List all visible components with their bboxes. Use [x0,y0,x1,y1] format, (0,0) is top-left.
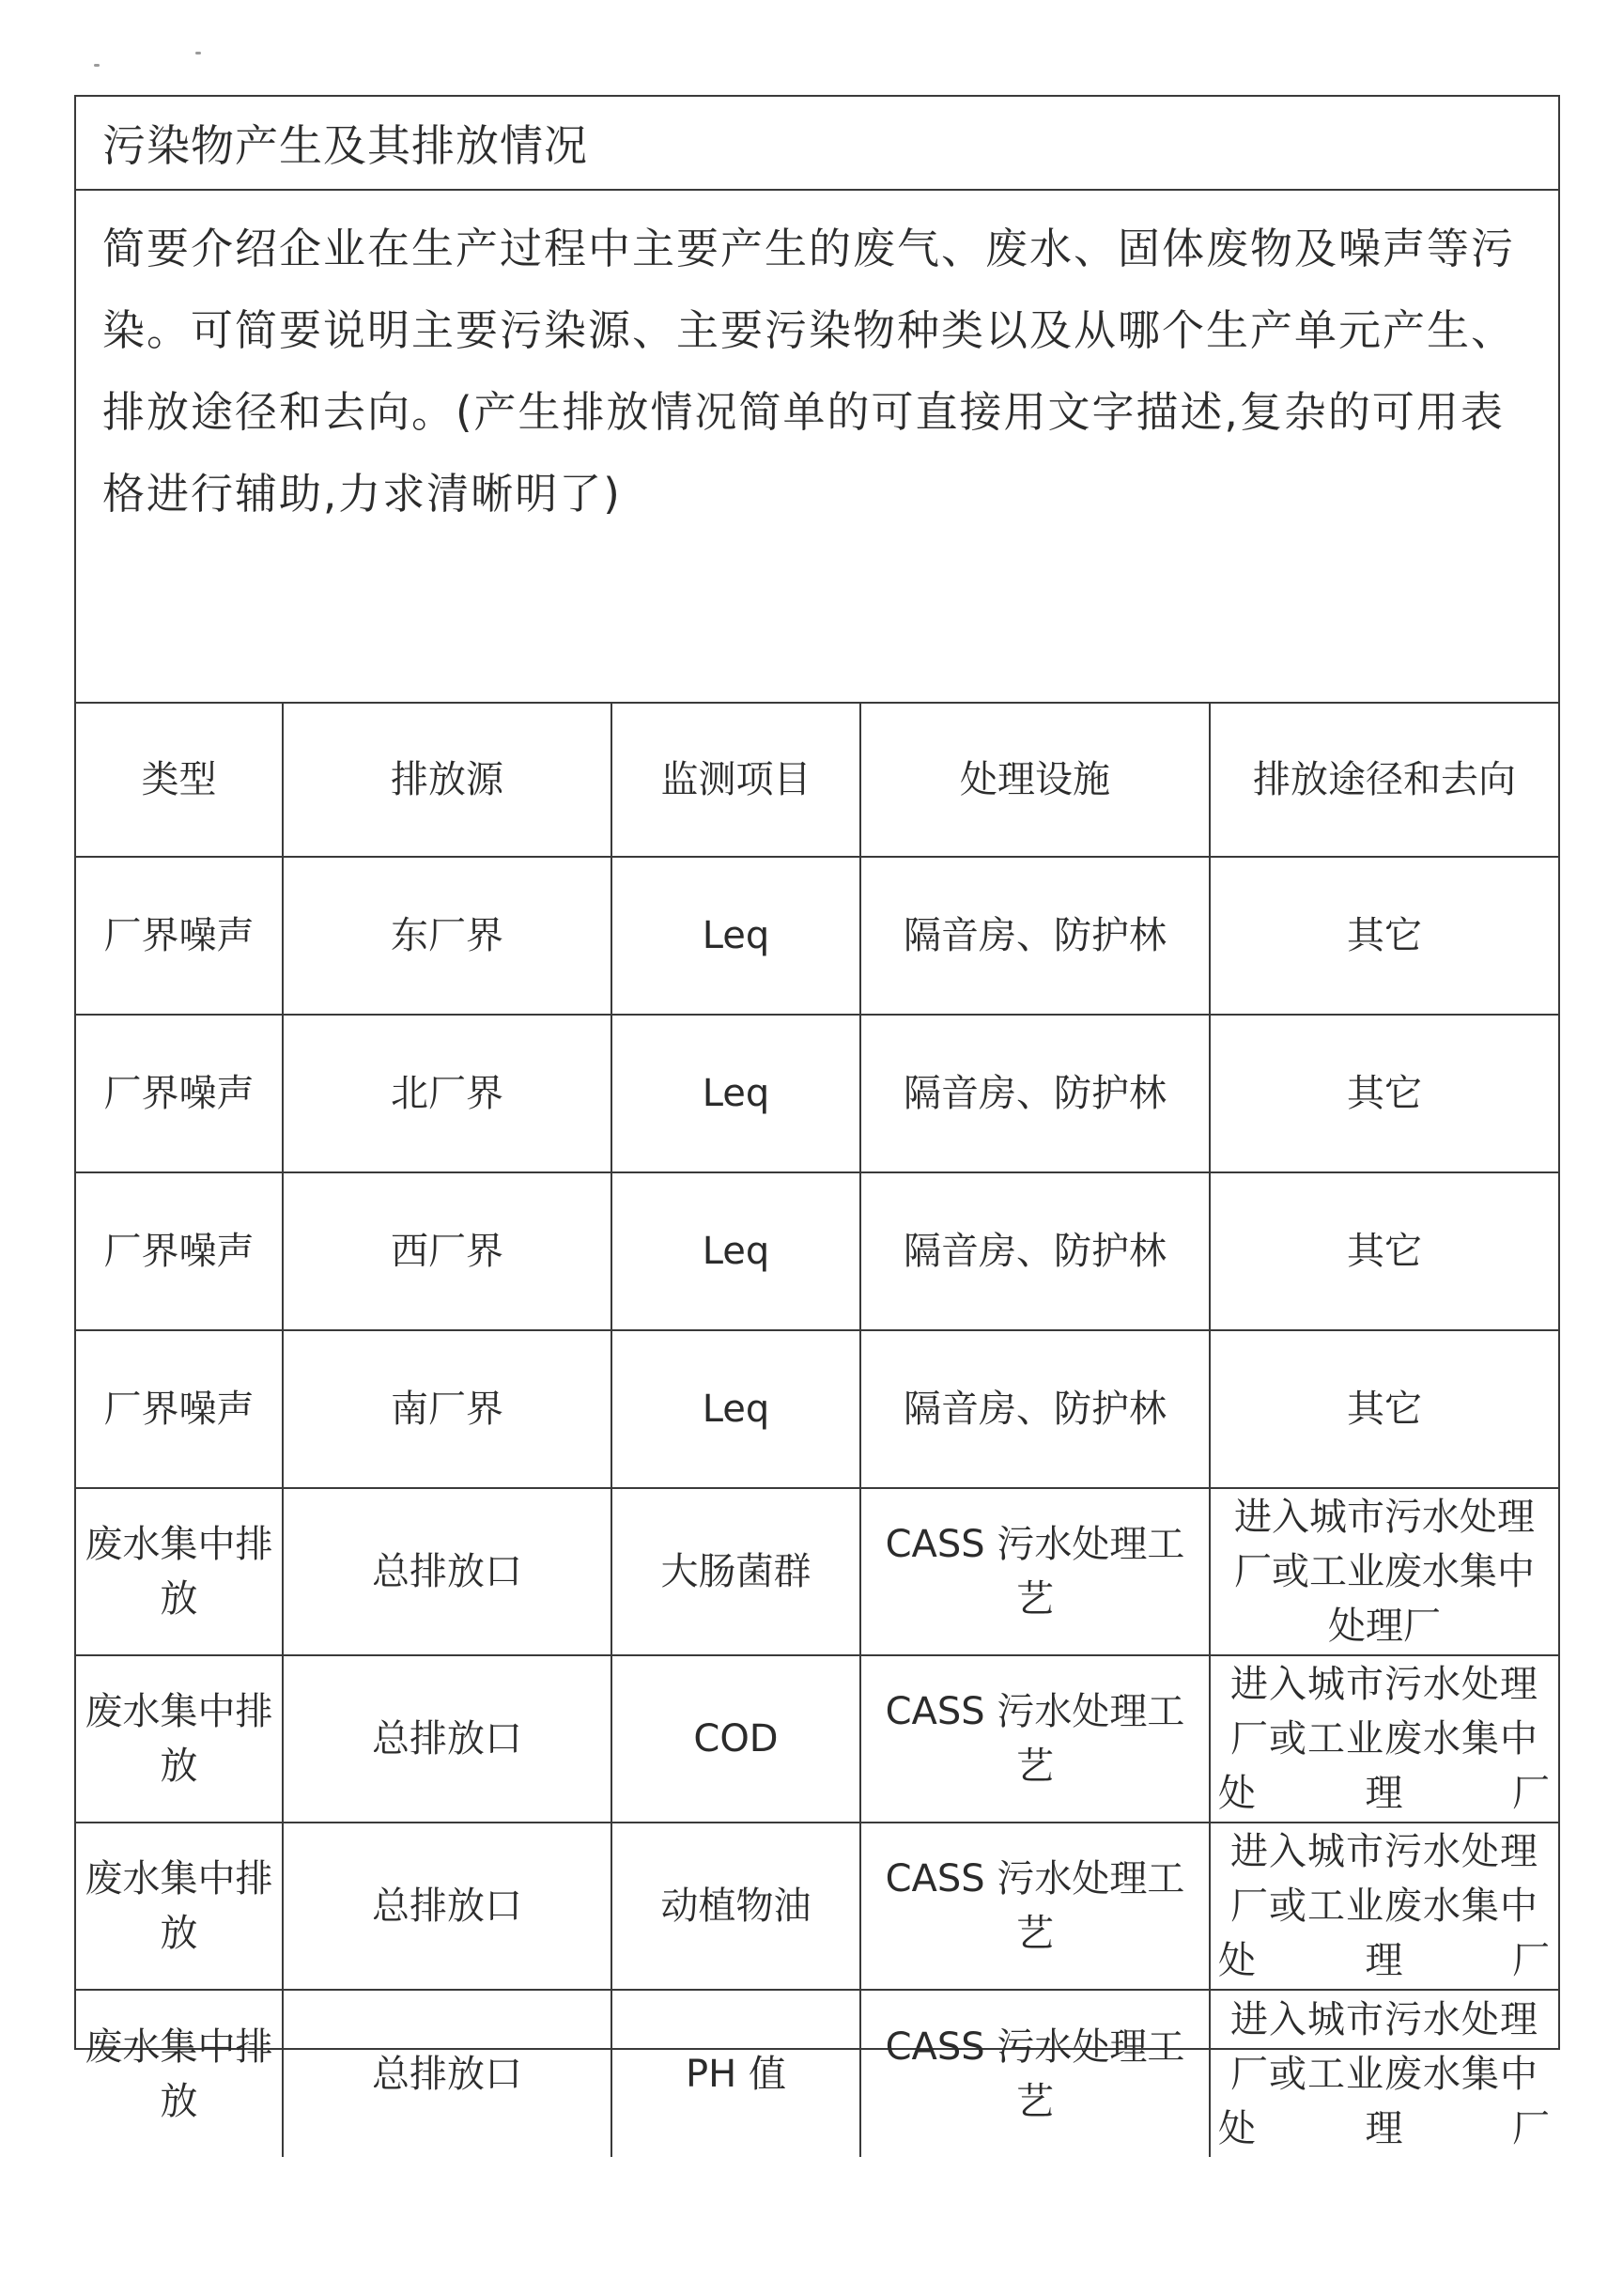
cell-treatment-facility: CASS 污水处理工艺 [860,1488,1210,1655]
emissions-table [76,704,1558,2157]
cell-discharge-route: 进入城市污水处理厂或工业废水集中处理厂 [1210,1823,1558,1990]
cell-monitoring-item: Leq [611,857,860,1015]
cell-discharge-route: 其它 [1210,1015,1558,1172]
header-monitoring-item: 监测项目 [611,704,860,857]
table-row [76,1823,1558,1990]
cell-source: 总排放口 [283,1823,611,1990]
document-form [74,95,1560,2150]
cell-discharge-route: 进入城市污水处理厂或工业废水集中处理厂 [1210,1990,1558,2157]
cell-treatment-facility: 隔音房、防护林 [860,1015,1210,1172]
table-row [76,857,1558,1015]
cell-treatment-facility: 隔音房、防护林 [860,1172,1210,1330]
cell-source: 东厂界 [283,857,611,1015]
cell-monitoring-item: Leq [611,1172,860,1330]
cell-source: 总排放口 [283,1990,611,2157]
cell-monitoring-item: 大肠菌群 [611,1488,860,1655]
cell-discharge-route: 进入城市污水处理厂或工业废水集中处理厂 [1210,1488,1558,1655]
cell-type: 厂界噪声 [76,857,283,1015]
cell-treatment-facility: 隔音房、防护林 [860,1330,1210,1488]
table-row [76,1330,1558,1488]
table-row [76,1172,1558,1330]
table-row [76,1990,1558,2157]
cell-type: 废水集中排放 [76,1655,283,1823]
header-treatment-facility: 处理设施 [860,704,1210,857]
table-row [76,1015,1558,1172]
cell-source: 南厂界 [283,1330,611,1488]
cell-monitoring-item: COD [611,1655,860,1823]
cell-discharge-route: 进入城市污水处理厂或工业废水集中处理厂 [1210,1655,1558,1823]
cell-treatment-facility: CASS 污水处理工艺 [860,1823,1210,1990]
description-text: 简要介绍企业在生产过程中主要产生的废气、废水、固体废物及噪声等污染。可简要说明主要污染源、主要污染物种类以及从哪个生产单元产生、排放途径和去向。(产生排放情况简单的可直接用文字描述,复杂的可用表格进行辅助,力求清晰明了) [76,191,1558,704]
cell-type: 厂界噪声 [76,1015,283,1172]
cell-type: 废水集中排放 [76,1990,283,2157]
section-title: 污染物产生及其排放情况 [76,97,1558,191]
cell-source: 北厂界 [283,1015,611,1172]
cell-treatment-facility: CASS 污水处理工艺 [860,1655,1210,1823]
cell-type: 厂界噪声 [76,1330,283,1488]
cell-type: 废水集中排放 [76,1823,283,1990]
table-header-row [76,704,1558,857]
scan-speck [195,52,201,54]
cell-discharge-route: 其它 [1210,1172,1558,1330]
cell-source: 总排放口 [283,1655,611,1823]
cell-treatment-facility: 隔音房、防护林 [860,857,1210,1015]
header-type: 类型 [76,704,283,857]
cell-discharge-route: 其它 [1210,1330,1558,1488]
table-row [76,1655,1558,1823]
cell-source: 总排放口 [283,1488,611,1655]
scan-speck [94,64,100,67]
cell-type: 厂界噪声 [76,1172,283,1330]
cell-monitoring-item: Leq [611,1015,860,1172]
cell-discharge-route: 其它 [1210,857,1558,1015]
cell-monitoring-item: Leq [611,1330,860,1488]
cell-type: 废水集中排放 [76,1488,283,1655]
table-row [76,1488,1558,1655]
cell-monitoring-item: 动植物油 [611,1823,860,1990]
header-discharge-route: 排放途径和去向 [1210,704,1558,857]
header-source: 排放源 [283,704,611,857]
cell-monitoring-item: PH 值 [611,1990,860,2157]
cell-source: 西厂界 [283,1172,611,1330]
cell-treatment-facility: CASS 污水处理工艺 [860,1990,1210,2157]
